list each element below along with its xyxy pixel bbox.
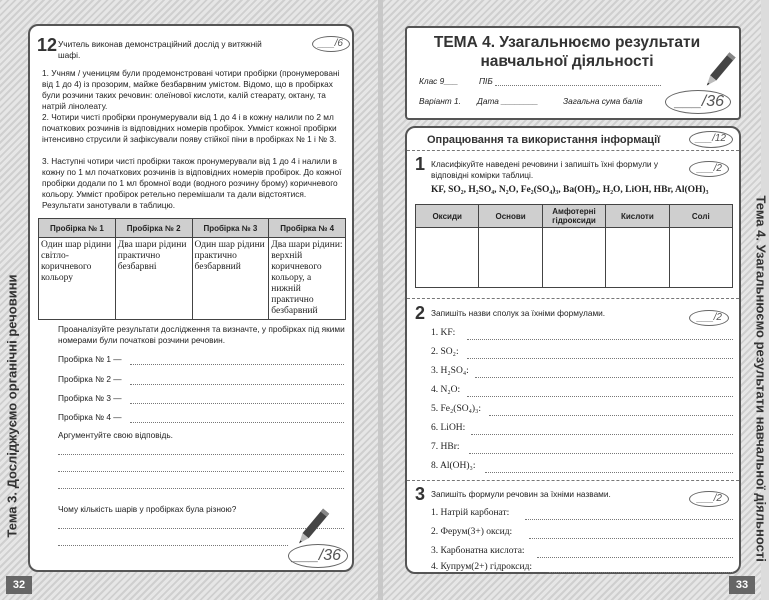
- q2-text: Запишіть назви сполук за їхніми формулами.: [431, 308, 606, 318]
- date-label: Дата ________: [477, 96, 539, 106]
- task-intro: Учитель виконав демонстраційний дослід у витяжній шафі.: [58, 39, 262, 60]
- classification-table: [415, 204, 733, 288]
- col-bases: Основи: [479, 205, 542, 228]
- tube-1-label: Пробірка № 1 —: [58, 354, 122, 364]
- argue-line-1[interactable]: [58, 454, 344, 455]
- q2-divider: [407, 480, 739, 481]
- left-side-title: Тема 3. Досліджуємо органічні речовини: [4, 274, 20, 538]
- q2-item-2: 2. SO₂:: [431, 347, 459, 357]
- question-line-2[interactable]: [58, 545, 288, 546]
- q3-item-2: 2. Ферум(3+) оксид:: [431, 527, 513, 537]
- q2-line-6[interactable]: [471, 434, 733, 435]
- tube-2-answer-line[interactable]: [130, 384, 344, 385]
- q2-line-5[interactable]: [489, 415, 733, 416]
- q1-divider: [407, 298, 739, 299]
- col-acids: Кислоти: [606, 205, 669, 228]
- theme-header-card: [405, 26, 741, 120]
- q2-score: ___/2: [689, 310, 729, 326]
- task-score: ___/6: [312, 36, 350, 52]
- q1-text: Класифікуйте наведені речовини і запишіть їхні формули у відповідні комірки таблиці.: [431, 159, 659, 180]
- theme-title-line2: навчальної діяльності: [480, 53, 654, 70]
- name-label: ПІБ: [479, 76, 493, 86]
- step-2: 2. Чотири чисті пробірки пронумерували від 1 до 4 і в кожну налили по 2 мл початкових розчинів із відповідних номерів пробірок. Умміст кожної пробірки інтенсивно струсили й зафіксували появу стійкої піни в пробірках № 1 і № 3.: [42, 112, 337, 144]
- tube-3-label: Пробірка № 3 —: [58, 393, 122, 403]
- table-cell-2: Два шари рідини практично безбарвні: [115, 238, 192, 320]
- table-header-3: Пробірка № 3: [192, 219, 269, 238]
- table-cell-1: Один шар рідини світло-коричневого кольору: [39, 238, 116, 320]
- question-text: Чому кількість шарів у пробірках була різною?: [58, 504, 237, 514]
- analysis-text: Проаналізуйте результати дослідження та визначте, у пробірках під якими номерами були початкові розчини речовин.: [58, 324, 345, 345]
- table-header-1: Пробірка № 1: [39, 219, 116, 238]
- q2-item-5: 5. Fe₂(SO₄)₃:: [431, 404, 482, 414]
- q3-line-1[interactable]: [525, 519, 733, 520]
- q2-number: 2: [415, 303, 426, 323]
- q3-line-4[interactable]: [549, 572, 733, 573]
- q2-item-7: 7. HBr:: [431, 442, 460, 452]
- q3-item-1: 1. Натрій карбонат:: [431, 508, 510, 518]
- col-amphoteric: Амфотерні гідроксиди: [542, 205, 605, 228]
- table-header-4: Пробірка № 4: [269, 219, 346, 238]
- cell-oxides[interactable]: [416, 228, 479, 288]
- right-task-card: [405, 126, 741, 574]
- section-divider: [407, 150, 739, 151]
- q2-item-4: 4. N₂O:: [431, 385, 461, 395]
- q1-number: 1: [415, 154, 426, 174]
- q3-item-4: 4. Купрум(2+) гідроксид:: [431, 562, 533, 572]
- argue-line-3[interactable]: [58, 488, 344, 489]
- q3-item-3: 3. Карбонатна кислота:: [431, 546, 525, 556]
- right-page: [383, 0, 769, 600]
- q1-score: ___/2: [689, 161, 729, 177]
- q2-item-3: 3. H₂SO₄:: [431, 366, 469, 376]
- left-page-number: 32: [6, 576, 32, 594]
- section-title: Опрацювання та використання інформації: [427, 134, 661, 146]
- q2-line-7[interactable]: [469, 453, 733, 454]
- section-score: ___/12: [689, 131, 733, 148]
- tube-4-label: Пробірка № 4 —: [58, 412, 122, 422]
- q2-line-2[interactable]: [467, 358, 733, 359]
- col-oxides: Оксиди: [416, 205, 479, 228]
- q2-item-1: 1. KF:: [431, 328, 456, 338]
- right-side-title: Тема 4. Узагальнюємо результати навчальної діяльності: [753, 195, 769, 562]
- q3-number: 3: [415, 484, 426, 504]
- cell-amphoteric[interactable]: [542, 228, 605, 288]
- argue-text: Аргументуйте свою відповідь.: [58, 430, 173, 440]
- class-label: Клас 9___: [419, 76, 459, 86]
- tube-2-label: Пробірка № 2 —: [58, 374, 122, 384]
- col-salts: Солі: [669, 205, 732, 228]
- cell-bases[interactable]: [479, 228, 542, 288]
- q2-line-3[interactable]: [475, 377, 733, 378]
- cell-acids[interactable]: [606, 228, 669, 288]
- pencil-icon: [699, 48, 739, 94]
- q3-line-2[interactable]: [529, 538, 733, 539]
- task-number: 12: [37, 35, 58, 55]
- q2-item-6: 6. LiOH:: [431, 423, 466, 433]
- left-task-card: [28, 24, 354, 572]
- table-cell-3: Один шар рідини практично безбарвний: [192, 238, 269, 320]
- q2-line-4[interactable]: [467, 396, 733, 397]
- q3-score: ___/2: [689, 491, 729, 507]
- q2-item-8: 8. Al(OH)₃:: [431, 461, 476, 471]
- step-1: 1. Учням / ученицям були продемонстровані чотири пробірки (пронумеровані від 1 до 4) із прозорим, майже безбарвним умістом. Відомо, що в пробірках були розчини таких речовин: олеїнової кислоти, калій стеарату, октану, та натрій лінолеату.: [42, 68, 340, 111]
- tube-4-answer-line[interactable]: [130, 422, 344, 423]
- q2-line-8[interactable]: [485, 472, 733, 473]
- q3-text: Запишіть формули речовин за їхніми назвами.: [431, 489, 611, 499]
- left-total-score: ___/36: [288, 544, 348, 568]
- left-page: [0, 0, 378, 600]
- total-score-label: Загальна сума балів: [563, 96, 643, 106]
- name-input-line[interactable]: [495, 85, 661, 86]
- q1-formulas: KF, SO₂, H₂SO₄, N₂O, Fe₂(SO₄)₃, Ba(OH)₂, H₂O, LiOH, HBr, Al(OH)₃: [431, 185, 709, 195]
- argue-line-2[interactable]: [58, 471, 344, 472]
- q2-line-1[interactable]: [467, 339, 733, 340]
- cell-salts[interactable]: [669, 228, 732, 288]
- pencil-icon: [292, 504, 332, 552]
- tube-3-answer-line[interactable]: [130, 403, 344, 404]
- table-cell-4: Два шари рідини: верхній коричневого кольору, а нижній практично безбарвний: [269, 238, 346, 320]
- variant-label: Варіант 1.: [419, 96, 461, 106]
- table-header-2: Пробірка № 2: [115, 219, 192, 238]
- theme-title-line1: ТЕМА 4. Узагальнюємо результати: [433, 34, 701, 51]
- right-page-number: 33: [729, 576, 755, 594]
- theme-total-score: ___/36: [665, 90, 731, 114]
- results-table: [38, 218, 346, 320]
- tube-1-answer-line[interactable]: [130, 364, 344, 365]
- q3-line-3[interactable]: [537, 557, 733, 558]
- step-3: 3. Наступні чотири чисті пробірки також пронумерували від 1 до 4 і налили в кожну по 1 мл початкових розчинів із відповідних номерів пробірок. До кожної пробірки додали по 1 мл бромної води (водного розчину брому) коричневого кольору. Умміст пробірок ретельно перемішали та дали відстоятися. Результати занотували в таблицю.: [42, 156, 342, 210]
